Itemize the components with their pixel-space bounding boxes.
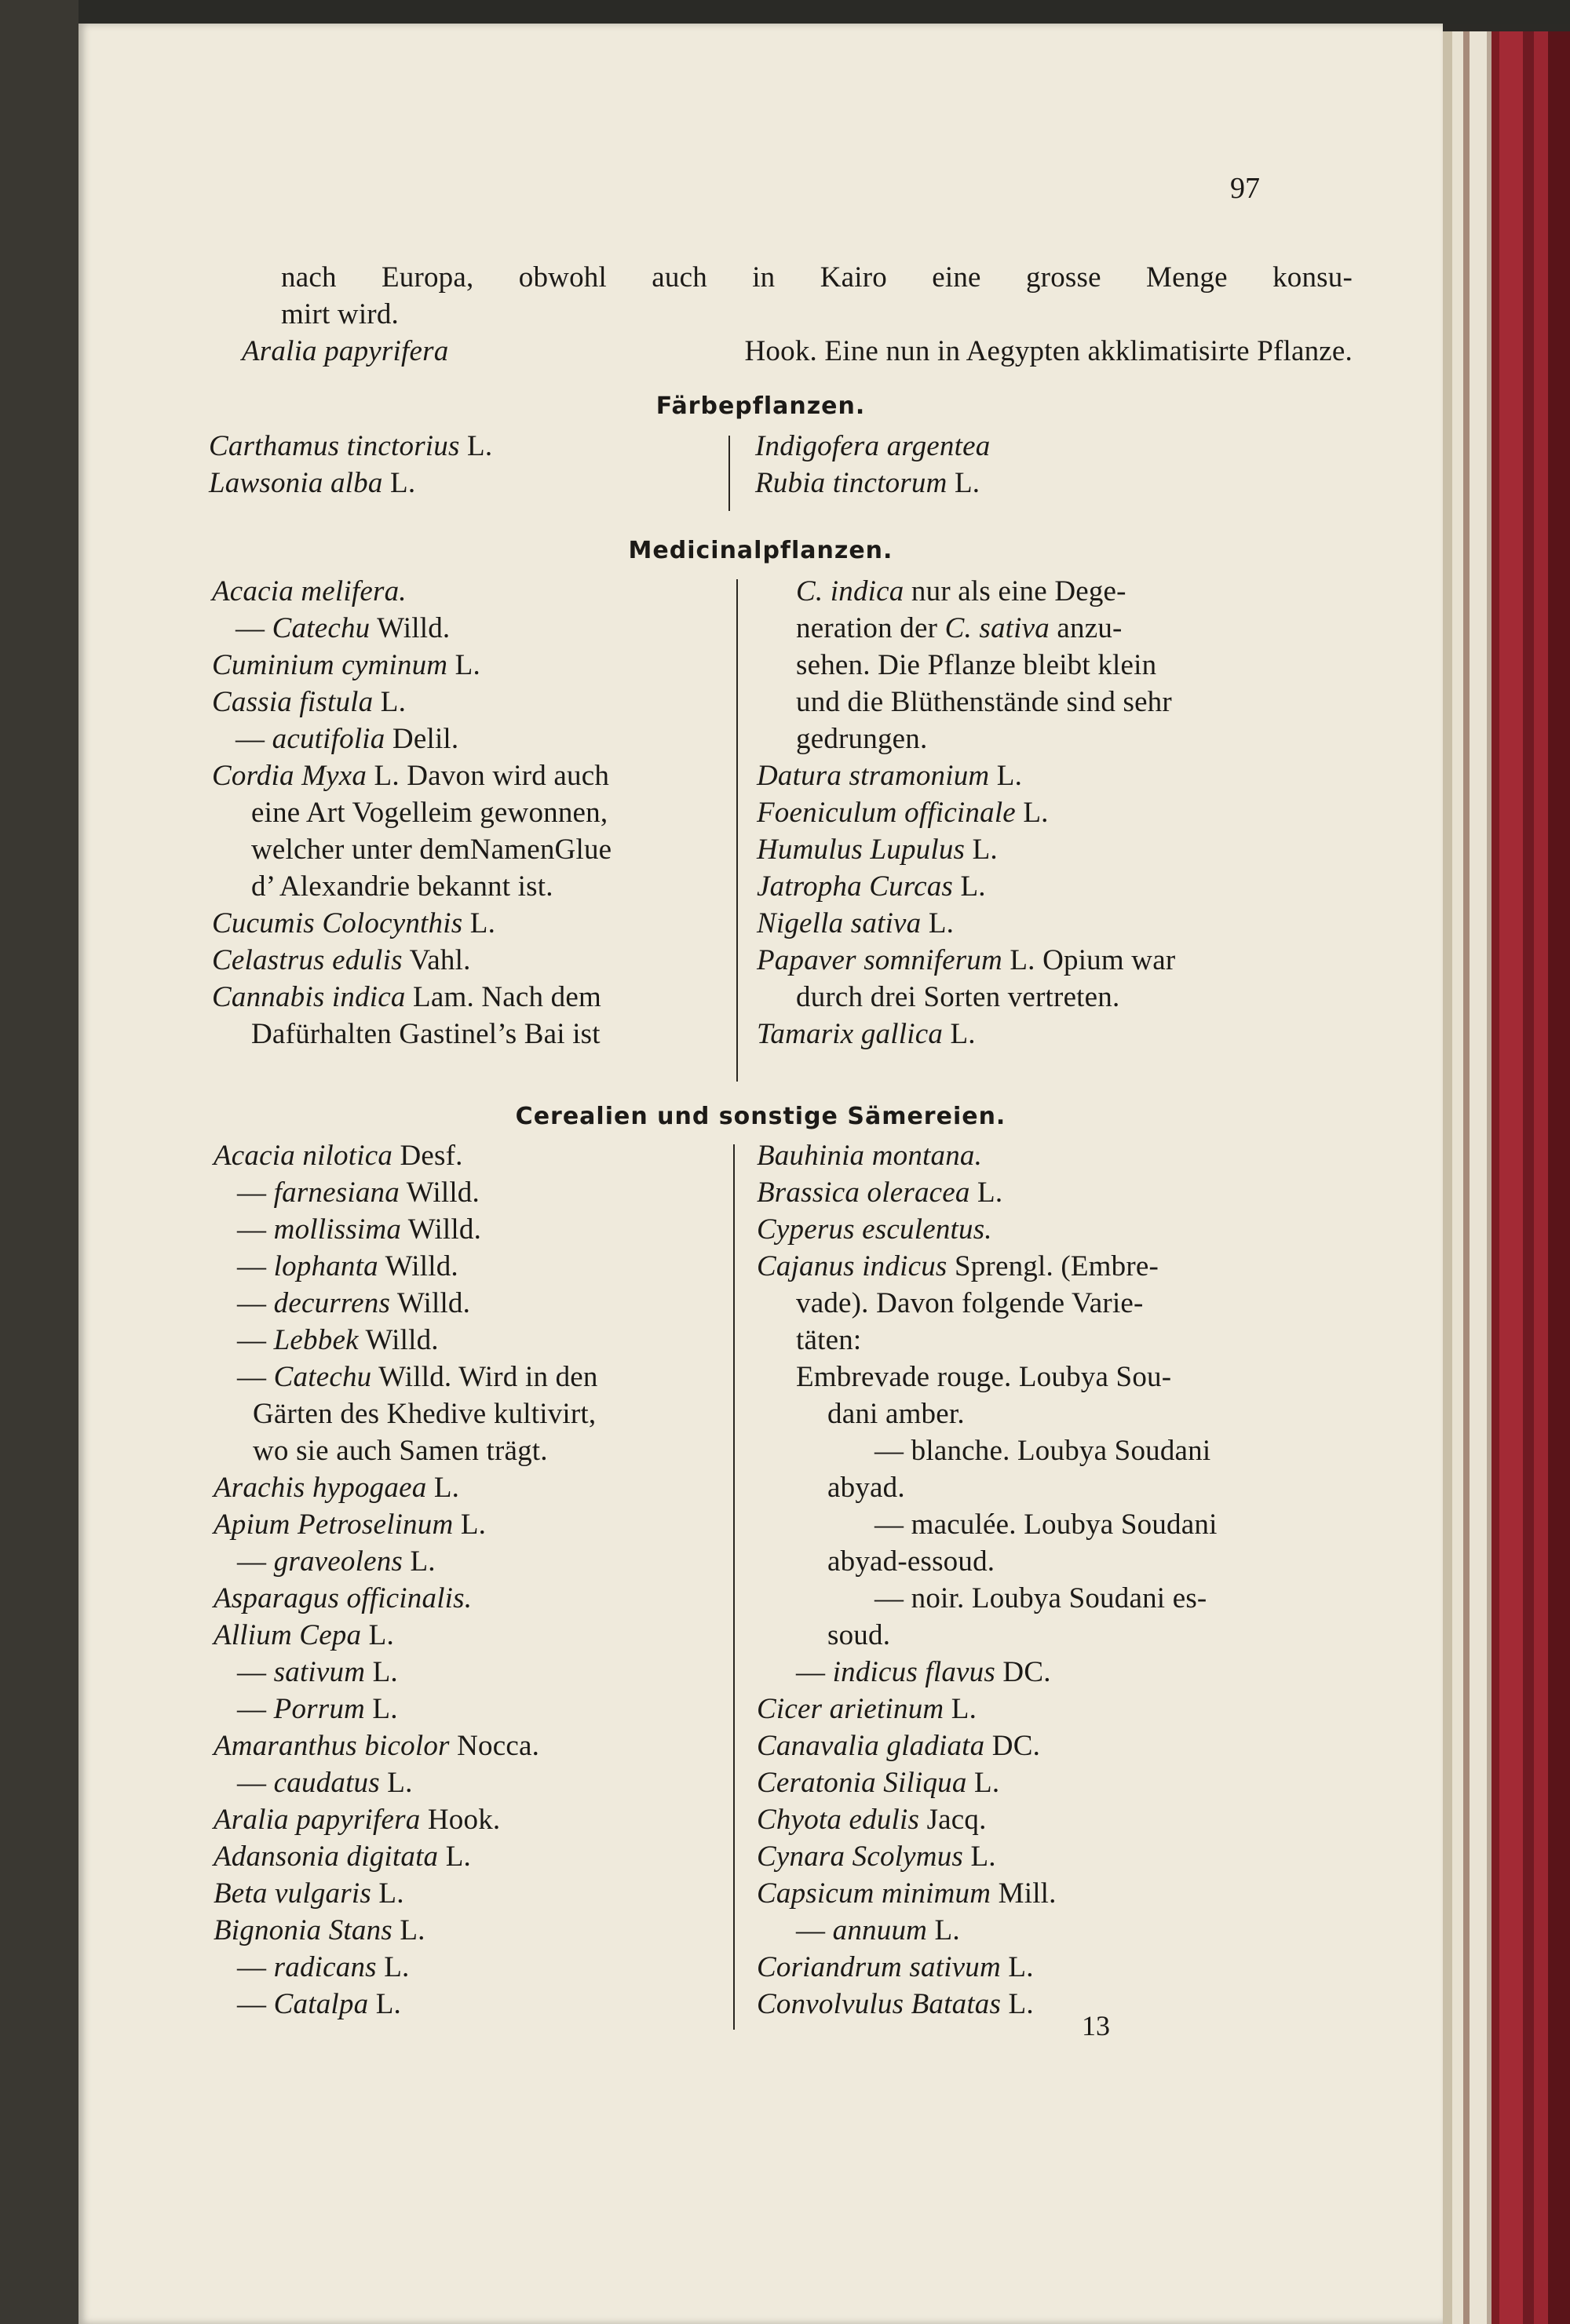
species-name: Aralia papyrifera xyxy=(214,1804,421,1836)
list-item xyxy=(214,1580,724,1617)
entry-text: Willd. xyxy=(378,1250,458,1282)
entry-text: eine Art Vogelleim gewonnen, xyxy=(251,797,608,829)
cerealien-left-column xyxy=(214,1137,724,2023)
species-name: Catalpa xyxy=(273,1988,369,2020)
entry-text: Gärten des Khedive kultivirt, xyxy=(253,1398,597,1430)
intro-line-3 xyxy=(242,333,1353,370)
list-item xyxy=(214,1727,724,1764)
species-name: Humulus Lupulus xyxy=(757,834,966,866)
intro-line-3-text: Hook. Eine nun in Aegypten akklimatisirte Pflanze. xyxy=(744,335,1353,367)
dash-prefix: — xyxy=(237,1656,274,1688)
list-item xyxy=(212,757,724,794)
species-name: mollissima xyxy=(273,1213,402,1246)
entry-text: DC. xyxy=(984,1730,1041,1762)
species-name: Bauhinia montana. xyxy=(757,1140,983,1172)
book-cover-edge xyxy=(1534,31,1548,2324)
page-sheet xyxy=(78,24,1443,2324)
dash-prefix: — xyxy=(237,1287,274,1319)
entry-text: L. xyxy=(944,1693,977,1725)
list-item xyxy=(757,1580,1355,1617)
entry-text: L. xyxy=(365,1656,398,1688)
entry-text: Hook. xyxy=(420,1804,501,1836)
list-item xyxy=(757,1543,1355,1580)
entry-text: Desf. xyxy=(392,1140,463,1172)
entry-text: L. xyxy=(965,834,998,866)
list-item xyxy=(757,1506,1355,1543)
entry-text: L. Opium war xyxy=(1002,944,1176,976)
species-name: Acacia nilotica xyxy=(214,1140,393,1172)
species-name: Aralia papyrifera xyxy=(242,335,449,367)
list-item xyxy=(757,1137,1355,1174)
intro-word: konsu- xyxy=(1272,261,1353,294)
faerbe-right-column xyxy=(755,428,1305,502)
species-name: graveolens xyxy=(273,1545,403,1578)
scan-left-border xyxy=(0,0,78,2324)
list-item xyxy=(757,1016,1355,1053)
list-item xyxy=(757,1432,1355,1469)
entry-text: L. xyxy=(953,870,986,903)
entry-text: welcher unter demNamenGlue xyxy=(251,834,612,866)
list-item xyxy=(214,1986,724,2023)
list-item xyxy=(214,1359,724,1395)
species-name: Convolvulus Batatas xyxy=(757,1988,1002,2020)
species-name: Beta vulgaris xyxy=(214,1877,371,1910)
species-name: Acacia melifera. xyxy=(212,575,407,607)
page-edge xyxy=(1452,31,1463,2324)
section-heading-medicinalpflanzen: Medicinalpflanzen. xyxy=(628,537,893,564)
list-item xyxy=(757,1986,1355,2023)
list-item xyxy=(757,1801,1355,1838)
entry-text: L. xyxy=(966,1767,1000,1799)
list-item xyxy=(757,684,1355,721)
page-edge xyxy=(1470,31,1487,2324)
book-cover-edge xyxy=(1499,31,1523,2324)
entry-text: L. xyxy=(376,1951,410,1983)
list-item xyxy=(757,1838,1355,1875)
entry-text: vade). Davon folgende Varie- xyxy=(796,1287,1144,1319)
author-abbrev: L. xyxy=(947,467,980,499)
entry-text: wo sie auch Samen trägt. xyxy=(253,1435,548,1467)
species-name: Bignonia Stans xyxy=(214,1914,392,1946)
species-name: Canavalia gladiata xyxy=(757,1730,985,1762)
dash-prefix: — xyxy=(237,1213,274,1246)
intro-paragraph xyxy=(242,259,1353,370)
dash-prefix: — xyxy=(236,612,272,644)
species-name: decurrens xyxy=(273,1287,391,1319)
dash-prefix: — xyxy=(796,1914,833,1946)
species-name: C. sativa xyxy=(944,612,1050,644)
list-item xyxy=(757,794,1355,831)
species-name: sativum xyxy=(273,1656,366,1688)
entry-text: Jacq. xyxy=(919,1804,987,1836)
species-name: Nigella sativa xyxy=(757,907,922,939)
list-item xyxy=(214,1174,724,1211)
signature-mark: 13 xyxy=(1082,2010,1110,2041)
faerbe-left-column xyxy=(209,428,696,502)
page-edge xyxy=(1443,31,1452,2324)
entry-text: L. xyxy=(462,907,496,939)
species-name: Brassica oleracea xyxy=(757,1177,970,1209)
species-name: Cuminium cyminum xyxy=(212,649,448,681)
dash-prefix: — xyxy=(237,1177,274,1209)
intro-word: obwohl xyxy=(518,261,607,294)
entry-text: Vahl. xyxy=(402,944,471,976)
author-abbrev: L. xyxy=(382,467,416,499)
list-item xyxy=(212,831,724,868)
list-item xyxy=(757,979,1355,1016)
list-item xyxy=(212,794,724,831)
entry-text: Willd. Wird in den xyxy=(371,1361,598,1393)
list-item xyxy=(214,1912,724,1949)
list-item xyxy=(214,1764,724,1801)
list-item xyxy=(757,1174,1355,1211)
list-item xyxy=(214,1285,724,1322)
entry-text: L. xyxy=(921,907,955,939)
list-item xyxy=(757,1691,1355,1727)
species-name: Datura stramonium xyxy=(757,760,990,792)
list-item xyxy=(757,1875,1355,1912)
species-name: Arachis hypogaea xyxy=(214,1472,427,1504)
species-name: Carthamus tinctorius xyxy=(209,430,460,462)
dash-prefix: — xyxy=(237,1250,274,1282)
column-divider xyxy=(736,579,738,1082)
entry-text: Willd. xyxy=(401,1213,482,1246)
list-item xyxy=(757,1285,1355,1322)
list-item xyxy=(209,428,696,465)
entry-text: Sprengl. (Embre- xyxy=(947,1250,1159,1282)
list-item xyxy=(212,573,724,610)
species-name: Ceratonia Siliqua xyxy=(757,1767,967,1799)
entry-text: Delil. xyxy=(385,723,459,755)
intro-word: Kairo xyxy=(820,261,887,294)
list-item xyxy=(757,610,1355,647)
scan-top-border xyxy=(0,0,1570,24)
dash-prefix: — xyxy=(237,1767,274,1799)
list-item xyxy=(209,465,696,502)
species-name: Cannabis indica xyxy=(212,981,406,1013)
entry-text: durch drei Sorten vertreten. xyxy=(796,981,1120,1013)
entry-text: abyad-essoud. xyxy=(827,1545,995,1578)
list-item xyxy=(212,868,724,905)
dash-prefix: — xyxy=(237,1324,274,1356)
species-name: annuum xyxy=(832,1914,928,1946)
species-name: Catechu xyxy=(273,1361,372,1393)
intro-line-2: mirt wird. xyxy=(281,298,399,330)
dash-prefix: — xyxy=(237,1545,274,1578)
medicinal-left-column xyxy=(212,573,724,1053)
list-item xyxy=(757,1617,1355,1654)
entry-text: L. Davon wird auch xyxy=(367,760,610,792)
species-name: Celastrus edulis xyxy=(212,944,403,976)
list-item xyxy=(757,721,1355,757)
list-item xyxy=(212,647,724,684)
species-name: Chyota edulis xyxy=(757,1804,920,1836)
entry-text: L. xyxy=(373,686,407,718)
species-name: Capsicum minimum xyxy=(757,1877,991,1910)
species-name: Amaranthus bicolor xyxy=(214,1730,450,1762)
entry-text: Lam. Nach dem xyxy=(405,981,601,1013)
species-name: Porrum xyxy=(273,1693,365,1725)
list-item xyxy=(757,868,1355,905)
list-item xyxy=(214,1322,724,1359)
list-item xyxy=(755,465,1305,502)
species-name: C. indica xyxy=(796,575,904,607)
entry-text: L. xyxy=(969,1177,1003,1209)
list-item xyxy=(757,1469,1355,1506)
species-name: Coriandrum sativum xyxy=(757,1951,1001,1983)
intro-word: nach xyxy=(281,261,337,294)
species-name: Indigofera argentea xyxy=(755,430,991,462)
list-item xyxy=(757,757,1355,794)
entry-text: täten: xyxy=(796,1324,862,1356)
list-item xyxy=(757,1949,1355,1986)
species-name: Cynara Scolymus xyxy=(757,1841,963,1873)
list-item xyxy=(212,610,724,647)
entry-text: abyad. xyxy=(827,1472,905,1504)
list-item xyxy=(757,831,1355,868)
section-heading-cerealien: Cerealien und sonstige Sämereien. xyxy=(515,1103,1006,1130)
species-name: Rubia tinctorum xyxy=(755,467,947,499)
intro-word: eine xyxy=(932,261,981,294)
list-item xyxy=(214,1395,724,1432)
list-item xyxy=(214,1432,724,1469)
list-item xyxy=(755,428,1305,465)
entry-text: und die Blüthenstände sind sehr xyxy=(796,686,1172,718)
entry-text: L. xyxy=(943,1018,976,1050)
species-name: Foeniculum officinale xyxy=(757,797,1016,829)
species-name: Cordia Myxa xyxy=(212,760,367,792)
list-item xyxy=(757,905,1355,942)
intro-word: in xyxy=(752,261,776,294)
species-name: Adansonia digitata xyxy=(214,1841,439,1873)
list-item xyxy=(757,1912,1355,1949)
species-name: Allium Cepa xyxy=(214,1619,362,1651)
list-item xyxy=(212,721,724,757)
entry-text: L. xyxy=(364,1693,398,1725)
list-item xyxy=(214,1469,724,1506)
species-name: Apium Petroselinum xyxy=(214,1509,454,1541)
entry-text: Willd. xyxy=(390,1287,471,1319)
entry-text: Embrevade rouge. Loubya Sou- xyxy=(796,1361,1172,1393)
cerealien-right-column xyxy=(757,1137,1355,2023)
entry-text: — maculée. Loubya Soudani xyxy=(874,1509,1218,1541)
list-item xyxy=(212,684,724,721)
entry-text: L. xyxy=(379,1767,413,1799)
list-item xyxy=(214,1838,724,1875)
entry-text: soud. xyxy=(827,1619,891,1651)
list-item xyxy=(757,1248,1355,1285)
list-item xyxy=(214,1211,724,1248)
intro-line-1 xyxy=(281,259,1353,296)
list-item xyxy=(212,1016,724,1053)
species-name: Cucumis Colocynthis xyxy=(212,907,463,939)
species-name: indicus flavus xyxy=(832,1656,995,1688)
entry-text: L. xyxy=(963,1841,996,1873)
entry-text: L. xyxy=(989,760,1023,792)
list-item xyxy=(214,1248,724,1285)
dash-prefix: — xyxy=(796,1656,833,1688)
species-name: radicans xyxy=(273,1951,377,1983)
list-item xyxy=(757,1322,1355,1359)
author-abbrev: L. xyxy=(459,430,493,462)
entry-text: L. xyxy=(1000,1951,1034,1983)
species-name: Cyperus esculentus. xyxy=(757,1213,992,1246)
list-item xyxy=(757,647,1355,684)
dash-prefix: — xyxy=(236,723,272,755)
column-divider xyxy=(728,436,730,511)
species-name: lophanta xyxy=(273,1250,378,1282)
book-cover-edge xyxy=(1523,31,1534,2324)
list-item xyxy=(214,1801,724,1838)
list-item xyxy=(757,1764,1355,1801)
entry-text: L. xyxy=(361,1619,394,1651)
list-item xyxy=(212,905,724,942)
species-name: Cassia fistula xyxy=(212,686,374,718)
list-item xyxy=(757,1727,1355,1764)
entry-text: L. xyxy=(453,1509,487,1541)
entry-text: sehen. Die Pflanze bleibt klein xyxy=(796,649,1157,681)
entry-text: Nocca. xyxy=(449,1730,540,1762)
intro-word: auch xyxy=(652,261,707,294)
section-heading-faerbepflanzen: Färbepflanzen. xyxy=(655,392,866,420)
species-name: Papaver somniferum xyxy=(757,944,1002,976)
entry-text: — noir. Loubya Soudani es- xyxy=(874,1582,1207,1614)
list-item xyxy=(214,1506,724,1543)
list-item xyxy=(757,1359,1355,1395)
book-cover-edge xyxy=(1548,31,1570,2324)
entry-text: Dafürhalten Gastinel’s Bai ist xyxy=(251,1018,601,1050)
entry-text: L. xyxy=(1015,797,1049,829)
species-name: Cajanus indicus xyxy=(757,1250,947,1282)
species-name: Lebbek xyxy=(273,1324,359,1356)
list-item xyxy=(214,1875,724,1912)
entry-text: L. xyxy=(392,1914,425,1946)
species-name: Tamarix gallica xyxy=(757,1018,944,1050)
list-item xyxy=(212,979,724,1016)
entry-text: L. xyxy=(368,1988,401,2020)
intro-word: Europa, xyxy=(381,261,474,294)
entry-text: L. xyxy=(371,1877,404,1910)
entry-text: L. xyxy=(927,1914,960,1946)
entry-text: anzu- xyxy=(1049,612,1123,644)
entry-text: d’ Alexandrie bekannt ist. xyxy=(251,870,553,903)
list-item xyxy=(214,1617,724,1654)
entry-text: neration der xyxy=(796,612,945,644)
species-name: Catechu xyxy=(272,612,371,644)
entry-text: Willd. xyxy=(399,1177,480,1209)
dash-prefix: — xyxy=(237,1693,274,1725)
list-item xyxy=(757,942,1355,979)
dash-prefix: — xyxy=(237,1951,274,1983)
page-number: 97 xyxy=(1230,172,1260,205)
list-item xyxy=(214,1691,724,1727)
entry-text: Willd. xyxy=(370,612,451,644)
entry-text: L. xyxy=(426,1472,460,1504)
entry-text: L. xyxy=(438,1841,471,1873)
species-name: farnesiana xyxy=(273,1177,400,1209)
entry-text: DC. xyxy=(995,1656,1051,1688)
entry-text: dani amber. xyxy=(827,1398,965,1430)
entry-text: L. xyxy=(403,1545,436,1578)
intro-word: Menge xyxy=(1146,261,1228,294)
medicinal-right-column xyxy=(757,573,1355,1053)
species-name: caudatus xyxy=(273,1767,380,1799)
entry-text: L. xyxy=(447,649,480,681)
list-item xyxy=(757,1654,1355,1691)
dash-prefix: — xyxy=(237,1988,274,2020)
list-item xyxy=(212,942,724,979)
list-item xyxy=(757,1395,1355,1432)
species-name: Cicer arietinum xyxy=(757,1693,944,1725)
list-item xyxy=(214,1137,724,1174)
dash-prefix: — xyxy=(237,1361,274,1393)
species-name: acutifolia xyxy=(272,723,385,755)
entry-text: — blanche. Loubya Soudani xyxy=(874,1435,1211,1467)
entry-text: L. xyxy=(1001,1988,1034,2020)
entry-text: nur als eine Dege- xyxy=(904,575,1126,607)
entry-text: Willd. xyxy=(358,1324,439,1356)
list-item xyxy=(757,1211,1355,1248)
species-name: Asparagus officinalis. xyxy=(214,1582,473,1614)
species-name: Lawsonia alba xyxy=(209,467,383,499)
list-item xyxy=(757,573,1355,610)
entry-text: Mill. xyxy=(991,1877,1057,1910)
page-edge xyxy=(1463,31,1470,2324)
species-name: Jatropha Curcas xyxy=(757,870,954,903)
column-divider xyxy=(733,1144,735,2030)
intro-word: grosse xyxy=(1025,261,1101,294)
entry-text: gedrungen. xyxy=(796,723,928,755)
list-item xyxy=(214,1654,724,1691)
list-item xyxy=(214,1543,724,1580)
book-cover-edge xyxy=(1492,31,1499,2324)
list-item xyxy=(214,1949,724,1986)
